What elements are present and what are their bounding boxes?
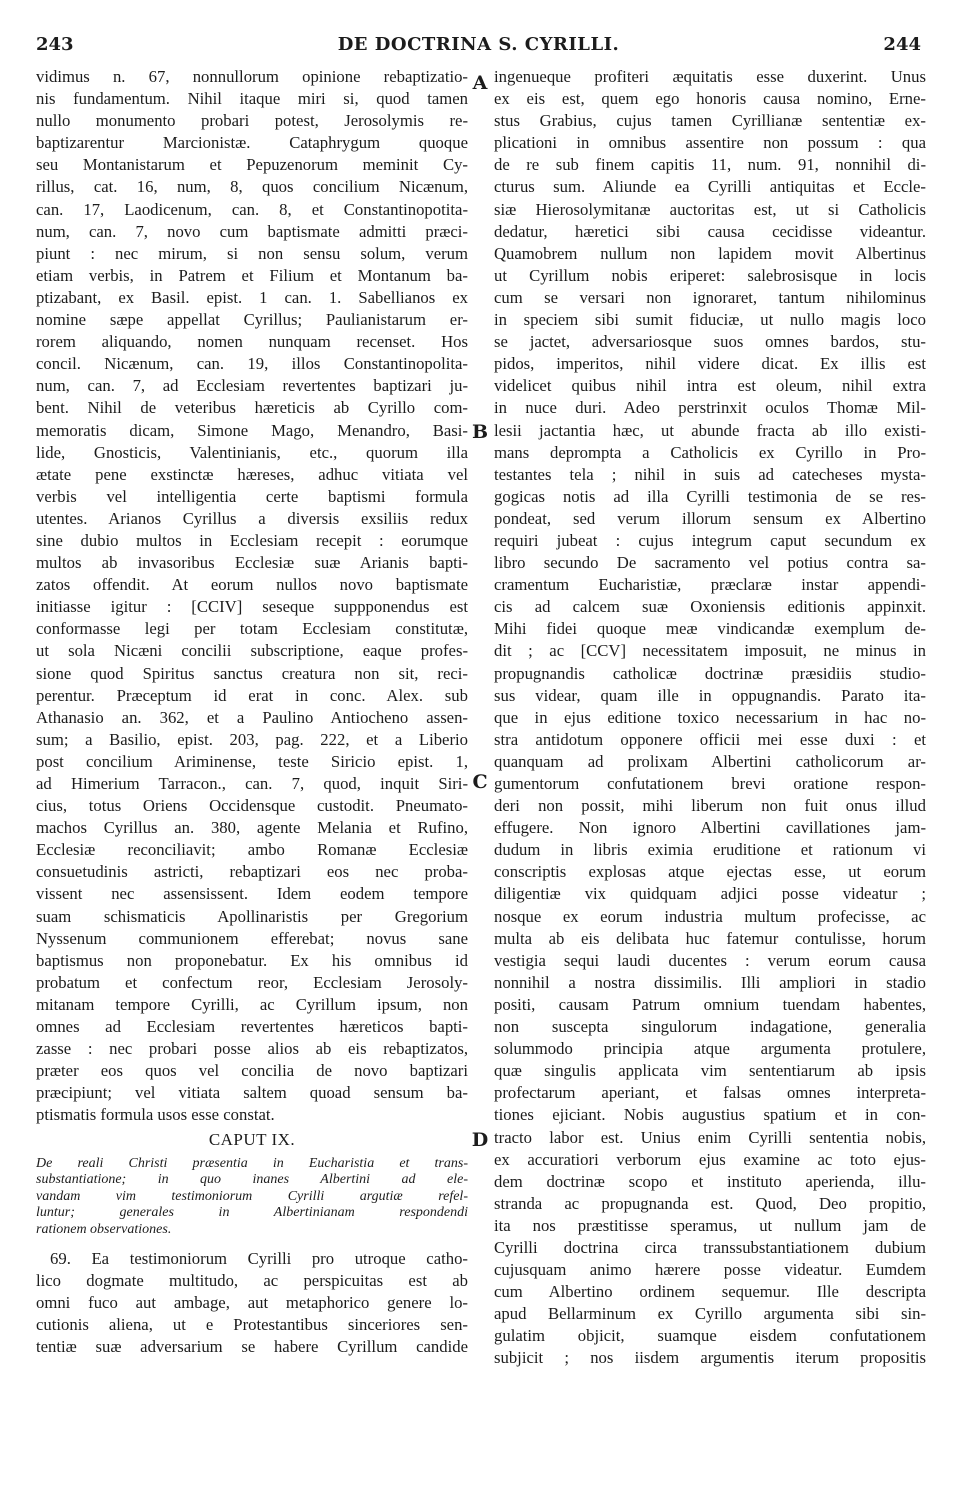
text-line: ex eis est, quem ego honoris causa nomino, Erne- bbox=[494, 89, 926, 109]
text-line: cujusquam animo hærere posse videatur. Eumdem bbox=[494, 1260, 926, 1280]
text-line: cramentum Eucharistiæ, præclaræ instar appendi- bbox=[494, 575, 926, 595]
summary-line: substantiatione; in quo inanes Albertini ad ele- bbox=[36, 1172, 468, 1187]
text-line: baptizarentur Marcionistæ. Cataphrygum quoque bbox=[36, 133, 468, 153]
text-line: non suscepta singulorum indagatione, generalia bbox=[494, 1017, 926, 1037]
text-line: cturus sum. Aliunde ea Cyrilli antiquitas et Eccle- bbox=[494, 177, 926, 197]
text-line: quæ singulis applicata vim sententiarum ab ipsis bbox=[494, 1061, 926, 1081]
text-line: rillus, cat. 16, num, 8, quos concilium Nicænum, bbox=[36, 177, 468, 197]
text-line: sione quod Spiritus sanctus creatura non sit, reci- bbox=[36, 663, 468, 683]
summary-line: rationem observationes. bbox=[36, 1221, 172, 1237]
text-line: lide, Gnosticis, Valentinianis, etc., quorum illa bbox=[36, 442, 468, 462]
text-line: requiri jubeat : cujus integrum caput secundum ex bbox=[494, 530, 926, 550]
text-line: effugere. Non ignoro Albertini cavillationes jam- bbox=[494, 818, 926, 838]
text-line: sum; a Basilio, epist. 203, pag. 222, et a Liberio bbox=[36, 729, 468, 749]
text-line: tracto labor est. Unius enim Cyrilli sententia nobis, bbox=[494, 1127, 926, 1147]
text-line: mitanam tempore Cyrilli, ac Cyrillum ipsum, non bbox=[36, 994, 468, 1014]
text-line: conscriptis explosas atque ejectas esse, ut eorum bbox=[494, 862, 926, 882]
text-line: pidos, imperitos, nihil videre dicat. Ex illis est bbox=[494, 354, 926, 374]
left-column-text bbox=[36, 66, 468, 1127]
text-line: libro secundo De sacramento vel potius contra sa- bbox=[494, 553, 926, 573]
right-column bbox=[494, 66, 926, 1370]
text-line: diligentiæ vix quidquam adjici posse videatur ; bbox=[494, 884, 926, 904]
page-number-right: 244 bbox=[883, 34, 921, 55]
text-line: nosque ex eorum industria multum profecisse, ac bbox=[494, 906, 926, 926]
page-header bbox=[36, 34, 921, 58]
text-line: se jactet, adversariosque suos omnes bardos, stu- bbox=[494, 332, 926, 352]
text-line: concil. Nicænum, can. 19, illos Constantinopolita- bbox=[36, 354, 468, 374]
text-line: tentiæ suæ adversarium se habere Cyrillum candide bbox=[36, 1337, 468, 1357]
text-line: Cyrilli doctrina circa transsubstantiationem dubium bbox=[494, 1237, 926, 1257]
text-line: pondeat, sed verum illorum sensum ex Albertino bbox=[494, 508, 926, 528]
text-line: ita nos præstitisse speramus, ut nullum jam de bbox=[494, 1215, 926, 1235]
margin-letter-a: A bbox=[472, 72, 488, 94]
text-line: Ecclesiæ reconciliavit; ambo Romanæ Ecclesiæ bbox=[36, 840, 468, 860]
text-line: solummodo principia atque argumenta protulere, bbox=[494, 1039, 926, 1059]
text-line: subjicit ; nos iisdem argumentis iterum propositis bbox=[494, 1348, 926, 1368]
text-line: baptismus non proponebatur. Ex his omnibus id bbox=[36, 950, 468, 970]
text-line: Mihi fidei quoque meæ vindicandæ exemplum de- bbox=[494, 619, 926, 639]
text-line: initiasse igitur : [CCIV] seseque suppponendus est bbox=[36, 597, 468, 617]
text-line: dedatur, hæretici sibi causa cecidisse videantur. bbox=[494, 221, 926, 241]
chapter-summary bbox=[36, 1156, 468, 1239]
text-line: nomine sæpe appellat Cyrillus; Paulianistarum er- bbox=[36, 310, 468, 330]
text-line: ut sola Nicæni concilii subscriptione, eaque profes- bbox=[36, 641, 468, 661]
text-line: Quamobrem nullum non lapidem movit Albertinus bbox=[494, 243, 926, 263]
text-line: conformasse legi per totam Ecclesiam constitutæ, bbox=[36, 619, 468, 639]
paragraph-69 bbox=[36, 1248, 468, 1358]
text-line: ut Cyrillum nobis eriperet: salebrosisque in locis bbox=[494, 265, 926, 285]
text-line: sus videar, quam ille in oppugnandis. Parato ita- bbox=[494, 685, 926, 705]
text-line: nis fundamentum. Nihil itaque miri si, quod tamen bbox=[36, 89, 468, 109]
margin-letter-b: B bbox=[471, 421, 489, 443]
text-line: cutionis aliena, ut e Protestantibus sinceriores sen- bbox=[36, 1315, 468, 1335]
text-line: dem doctrinæ scopo et instituto aperienda, illu- bbox=[494, 1171, 926, 1191]
text-line: plicationi in omnibus assentire non possum : qua bbox=[494, 133, 926, 153]
text-line: sine dubio multos in Ecclesiam recepit : eorumque bbox=[36, 530, 468, 550]
text-line: perentur. Præceptum id erat in conc. Alex. sub bbox=[36, 685, 468, 705]
text-line: de re sub finem capitis 11, num. 91, nonnihil di- bbox=[494, 155, 926, 175]
text-line: quanquam ad prolixam Albertini catholicorum ar- bbox=[494, 751, 926, 771]
text-line: post concilium Ariminense, teste Siricio epist. 1, bbox=[36, 751, 468, 771]
text-line: ad Himerium Tarracon., can. 7, quod, inquit Siri- bbox=[36, 774, 468, 793]
text-line: 69. Ea testimoniorum Cyrilli pro utroque catho- bbox=[50, 1249, 468, 1268]
summary-line: vandam vim testimoniorum Cyrilli argutiæ refel- bbox=[36, 1188, 468, 1204]
text-line: Athanasio an. 362, et a Paulino Antiocheno assen- bbox=[36, 707, 468, 727]
text-line: ætate pene exstinctæ hæreses, adhuc vitiata vel bbox=[36, 464, 468, 484]
text-line: zasse : nec probari posse alios ab eis rebaptizatos, bbox=[36, 1039, 468, 1059]
text-line: gumentorum confutationem brevi oratione respon- bbox=[494, 774, 926, 793]
text-line: in nuce duri. Adeo perstrinxit oculos Thomæ Mil- bbox=[494, 398, 926, 418]
text-line: verbis vel intelligentia certe baptismi formula bbox=[36, 486, 468, 506]
text-line: siæ Hierosolymitanæ auctoritas est, ut si Catholicis bbox=[494, 199, 926, 219]
text-line: vestigia sequi laudi ducentes : verum eorum causa bbox=[494, 950, 926, 970]
text-line: tiones ejiciant. Nobis augustius spatium et in con- bbox=[494, 1105, 926, 1125]
text-line: cius, totus Oriens Occidensque custodit. Pneumato- bbox=[36, 796, 468, 816]
text-line: deri non possit, mihi liberum non fuit onus illud bbox=[494, 796, 926, 816]
text-line: can. 17, Laodicenum, can. 8, et Constantinopotita- bbox=[36, 199, 468, 219]
text-line: præter eos quos vel concilia de novo baptizari bbox=[36, 1061, 468, 1081]
margin-letter-d: D bbox=[471, 1129, 489, 1151]
text-line: piunt : nec mirum, si non sensu solum, verum bbox=[36, 243, 468, 263]
text-line: stranda ac propugnanda est. Quod, Deo propitio, bbox=[494, 1193, 926, 1213]
page-number-left: 243 bbox=[36, 34, 74, 55]
text-line: stra antidotum opponere officii mei esse duxi : et bbox=[494, 729, 926, 749]
text-line: memoratis dicam, Simone Mago, Menandro, Basi- bbox=[36, 420, 468, 440]
text-line: ptizabant, ex Basil. epist. 1 can. 1. Sabellianos ex bbox=[36, 287, 468, 307]
summary-line: De reali Christi præsentia in Eucharistia et trans- bbox=[36, 1155, 468, 1171]
left-column bbox=[36, 66, 468, 1358]
text-line: Nyssenum communionem efferebat; novus sane bbox=[36, 928, 468, 948]
text-line: gulatim objicit, suamque eisdem confutationem bbox=[494, 1326, 926, 1346]
text-line: nonnihil a nostra dissimilis. Illi ampliori in stadio bbox=[494, 972, 926, 992]
text-line: præcipiunt; vel vitiata saltem quoad sensum ba- bbox=[36, 1083, 468, 1103]
text-line: rorem aliquando, nomen nunquam recenset. Hos bbox=[36, 332, 468, 352]
text-line: nullo monumento probari potest, Jerosolymis re- bbox=[36, 111, 468, 131]
text-line: gogicas notis ad illa Cyrilli testimonia de se res- bbox=[494, 486, 926, 506]
text-line: que in ejus editione toxico necessarium in hac no- bbox=[494, 707, 926, 727]
text-line: vidimus n. 67, nonnullorum opinione rebaptizatio- bbox=[36, 67, 468, 86]
text-line: utentes. Arianos Cyrillus a diversis exsiliis redux bbox=[36, 508, 468, 528]
text-line: positi, causam Patrum omnium tuendam habentes, bbox=[494, 994, 926, 1014]
text-line: omni fuco aut ambage, aut metaphorico genere lo- bbox=[36, 1293, 468, 1313]
text-line: suam schismaticis Apollinaristis per Gregorium bbox=[36, 906, 468, 926]
text-line: stus Grabius, cujus tamen Cyrillianæ sententiæ ex- bbox=[494, 111, 926, 131]
text-line: seu Montanistarum et Pepuzenorum meminit Cy- bbox=[36, 155, 468, 175]
text-line: lesii jactantia hæc, ut abunde fracta ab illo existi- bbox=[494, 420, 926, 440]
section-markers bbox=[466, 66, 494, 1466]
text-line: multos ab invasoribus Ecclesiæ suæ Arianis bapti- bbox=[36, 553, 468, 573]
chapter-title: CAPUT IX. bbox=[208, 1129, 296, 1149]
text-line: mans deprompta a Catholicis ex Cyrillo in Pro- bbox=[494, 442, 926, 462]
text-line: omnes ad Ecclesiam revertentes hæreticos bapti- bbox=[36, 1017, 468, 1037]
text-line: vissent nec assensissent. Idem eodem tempore bbox=[36, 884, 468, 904]
text-line: cum se versari non ignoraret, tantum nihilominus bbox=[494, 287, 926, 307]
text-line: ptismatis formula usos esse constat. bbox=[36, 1105, 275, 1125]
text-line: num, can. 7, novo cum baptismate admitti præci- bbox=[36, 221, 468, 241]
text-line: apud Bellarminum ex Cyrillo argumenta sibi sin- bbox=[494, 1304, 926, 1324]
text-line: zatos offendit. At eorum nullos novo baptismate bbox=[36, 575, 468, 595]
text-line: dit ; ac [CCV] necessitatem imposuit, ne minus in bbox=[494, 641, 926, 661]
text-line: testantes tela ; nihil in suis ad catecheses mysta- bbox=[494, 464, 926, 484]
text-line: profectarum aperiant, et falsas omnes interpreta- bbox=[494, 1083, 926, 1103]
text-line: etiam verbis, in Patrem et Filium et Montanum ba- bbox=[36, 265, 468, 285]
text-line: machos Cyrillus an. 380, agente Melania et Rufino, bbox=[36, 818, 468, 838]
text-line: cum Albertino ordinem sequemur. Ille descripta bbox=[494, 1282, 926, 1302]
running-title: DE DOCTRINA S. CYRILLI. bbox=[337, 34, 620, 55]
text-line: ingenueque profiteri æquitatis esse duxerint. Unus bbox=[494, 67, 926, 86]
text-line: consuetudinis astricti, rebaptizari eos nec proba- bbox=[36, 862, 468, 882]
summary-line: luntur; generales in Albertinianam respondendi bbox=[36, 1205, 468, 1220]
text-line: videlicet quibus nihil intra est oleum, nihil extra bbox=[494, 376, 926, 396]
text-line: bent. Nihil de veteribus hæreticis ab Cyrillo com- bbox=[36, 398, 468, 418]
text-line: ex accuratiori verborum ejus examine ac toto ejus- bbox=[494, 1149, 926, 1169]
text-line: multa ab eis delibata huc fatemur contulisse, horum bbox=[494, 928, 926, 948]
text-line: lico dogmate multitudo, ac perspicuitas est ab bbox=[36, 1271, 468, 1291]
text-line: num, can. 7, ad Ecclesiam revertentes baptizari ju- bbox=[36, 376, 468, 396]
text-line: cis ad calcem suæ Oxoniensis editionis appinxit. bbox=[494, 597, 926, 617]
text-line: in speciem sibi sumit fiduciæ, ut nullo magis loco bbox=[494, 310, 926, 330]
text-line: dudum in libris eximia eruditione et rationum vi bbox=[494, 840, 926, 860]
margin-letter-c: C bbox=[472, 771, 488, 793]
text-line: propugnandis catholicæ doctrinæ præsidiis studio- bbox=[494, 663, 926, 683]
text-line: probatum et confectum reor, Ecclesiam Jerosoly- bbox=[36, 972, 468, 992]
